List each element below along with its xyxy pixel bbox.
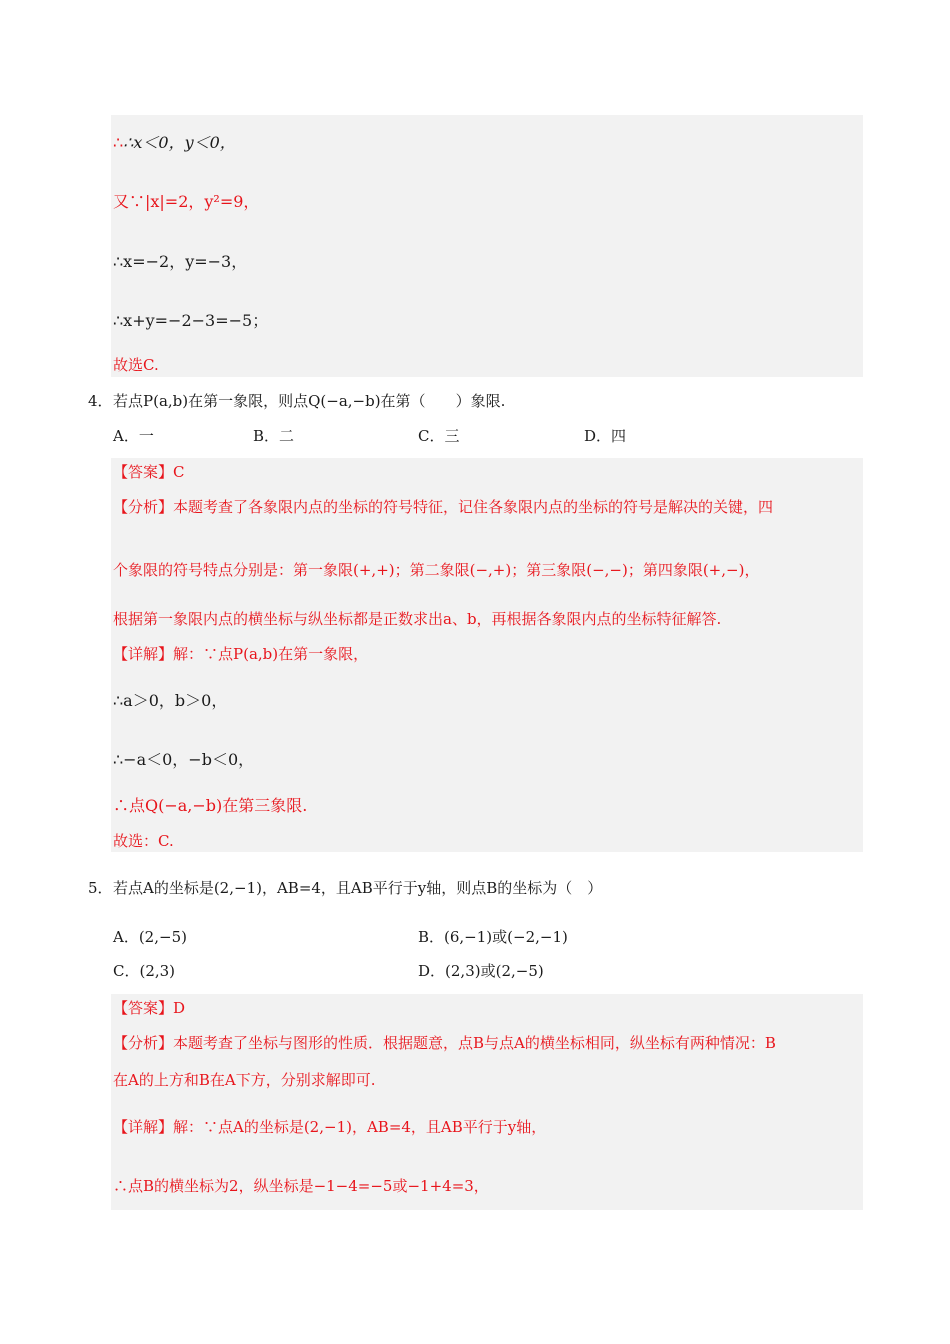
analysis-line: 【分析】本题考查了坐标与图形的性质．根据题意，点B与点A的横坐标相同，纵坐标有两种情况：B <box>113 1034 776 1052</box>
detail-line: ∴点B的横坐标为2，纵坐标是−1−4=−5或−1+4=3， <box>113 1177 489 1195</box>
analysis-line: 根据第一象限内点的横坐标与纵坐标都是正数求出a、b，再根据各象限内点的坐标特征解答. <box>113 610 722 628</box>
solution-block-q3 <box>111 115 863 377</box>
option-d: D．(2,3)或(2,−5) <box>418 962 544 980</box>
choice-line: 故选：C. <box>113 832 174 850</box>
answer-line: 【答案】C <box>113 463 185 481</box>
question-number: 5． <box>88 879 113 897</box>
option-c: C．三 <box>418 427 460 445</box>
analysis-line: 在A的上方和B在A下方，分别求解即可. <box>113 1071 376 1089</box>
solution-block-q4 <box>111 458 863 852</box>
solution-line: ∴x=−2，y=−3， <box>113 252 248 271</box>
question-number: 4． <box>88 392 113 410</box>
detail-line: ∴点Q(−a,−b)在第三象限. <box>113 796 308 815</box>
analysis-line: 【分析】本题考查了各象限内点的坐标的符号特征，记住各象限内点的坐标的符号是解决的关键，四 <box>113 498 774 516</box>
question-stem: 若点P(a,b)在第一象限，则点Q(−a,−b)在第（ ）象限. <box>113 392 506 410</box>
choice-line: 故选C. <box>113 356 159 374</box>
option-b: B．二 <box>253 427 295 445</box>
option-c: C．(2,3) <box>113 962 176 980</box>
answer-line: 【答案】D <box>113 999 186 1017</box>
detail-line: 【详解】解：∵点A的坐标是(2,−1)，AB=4，且AB平行于y轴， <box>113 1118 547 1136</box>
question-stem: 若点A的坐标是(2,−1)，AB=4，且AB平行于y轴，则点B的坐标为（ ） <box>113 879 603 897</box>
detail-line: 【详解】解：∵点P(a,b)在第一象限， <box>113 645 369 663</box>
solution-line: ∴x+y=−2−3=−5； <box>113 311 269 330</box>
detail-line: ∴−a＜0，−b＜0， <box>113 750 255 769</box>
option-a: A．一 <box>113 427 154 445</box>
analysis-line: 个象限的符号特点分别是：第一象限(+,+)；第二象限(−,+)；第三象限(−,−)；第四象限(+,−)， <box>113 561 760 579</box>
option-b: B．(6,−1)或(−2,−1) <box>418 928 568 946</box>
solution-line: 又∵|x|=2，y²=9， <box>113 192 260 211</box>
detail-line: ∴a＞0，b＞0， <box>113 691 228 710</box>
solution-block-q5 <box>111 994 863 1210</box>
solution-line: ∴∴x＜0，y＜0， <box>113 133 236 152</box>
option-a: A．(2,−5) <box>113 928 187 946</box>
option-d: D．四 <box>584 427 627 445</box>
